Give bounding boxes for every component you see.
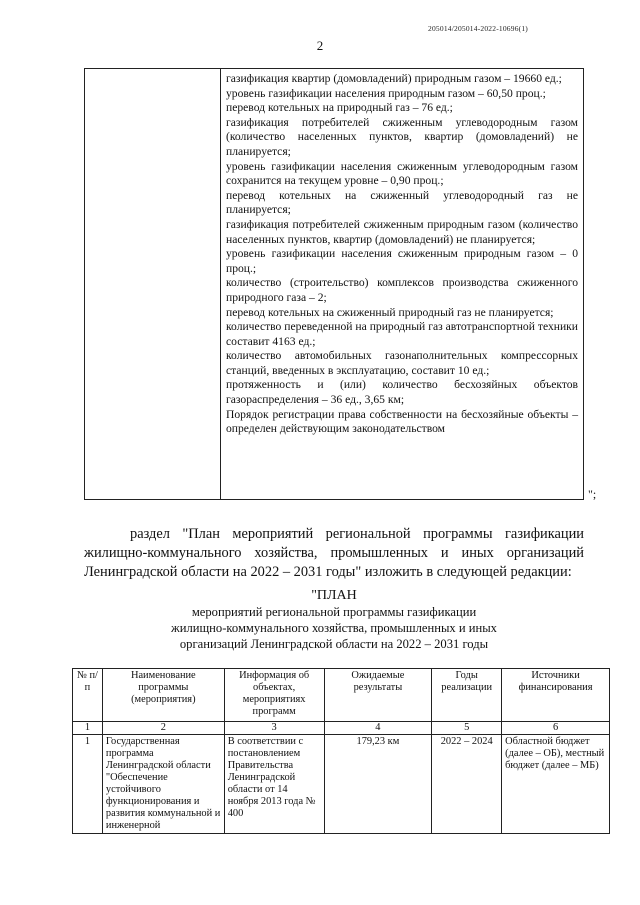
goal-line: протяженность и (или) количество бесхозяйных объектов газораспределения – 36 ед., 3,65 км; (226, 378, 578, 407)
plan-subtitle-line: организаций Ленинградской области на 2022 – 2031 годы (179, 637, 489, 651)
column-number: 5 (432, 722, 502, 735)
goal-line: газификация квартир (домовладений) природным газом – 19660 ед.; (226, 72, 562, 85)
column-header: Годы реализации (432, 669, 502, 722)
column-number: 2 (102, 722, 224, 735)
goal-line: уровень газификации населения природным газом – 60,50 проц.; (226, 86, 546, 100)
implementation-years: 2022 – 2024 (432, 735, 502, 834)
row-number: 1 (73, 735, 103, 834)
plan-title: "ПЛАН (311, 588, 357, 603)
goal-line: перевод котельных на природный газ – 76 ед.; (226, 101, 453, 115)
column-header: Источники финансирования (502, 669, 610, 722)
goal-line: количество (строительство) комплексов производства сжиженного природного газа – 2; (226, 276, 578, 304)
plan-subtitle-line: мероприятий региональной программы газификации (191, 605, 477, 619)
amendment-paragraph (84, 525, 584, 582)
goal-line: газификация потребителей сжиженным углеводородным газом (количество населенных пунктов, квартир (домовладений) не планируется; (226, 115, 578, 158)
plan-subtitle-line: жилищно-коммунального хозяйства, промышленных и иных (171, 621, 497, 635)
column-number-row (73, 722, 610, 735)
column-number: 6 (502, 722, 610, 735)
goal-line: перевод котельных на сжиженный природный газ не планируется; (226, 305, 554, 319)
column-header: Наименование программы (мероприятия) (102, 669, 224, 722)
closing-quote: "; (588, 487, 597, 501)
goal-line: перевод котельных на сжиженный углеводородный газ не планируется; (226, 188, 578, 217)
goal-line: Порядок регистрации права собственности на бесхозяйные объекты – определен действующим законодательством (226, 407, 578, 436)
expected-result: 179,23 км (324, 735, 432, 834)
column-header: № п/п (73, 669, 103, 722)
goal-line: количество переведенной на природный газ автотранспортной техники составит 4163 ед.; (226, 320, 578, 348)
table-row (73, 735, 610, 834)
page-number: 2 (316, 38, 324, 53)
column-header: Информация об объектах, мероприятиях программ (224, 669, 324, 722)
amendment-text: раздел "План мероприятий региональной программы газификации жилищно-коммунального хозяйства, промышленных и иных организаций Ленинградской области на 2022 – 2031 годы" изложить в следующей редакции: (84, 526, 584, 580)
object-info: В соответствии с постановлением Правительства Ленинградской области от 14 ноября 2013 года № 400 (224, 735, 324, 834)
document-id: 205014/205014-2022-10696(1) (428, 24, 528, 33)
plan-table-header-row (73, 669, 610, 722)
goal-line: уровень газификации населения сжиженным природным газом – 0 проц.; (226, 247, 578, 275)
column-number: 4 (324, 722, 432, 735)
funding-source: Областной бюджет (далее – ОБ), местный бюджет (далее – МБ) (502, 735, 610, 834)
column-divider (220, 69, 221, 499)
goal-line: газификация потребителей сжиженным природным газом (количество населенных пунктов, квартир (домовладений) не планируется; (226, 217, 578, 246)
plan-heading (84, 588, 584, 652)
column-header: Ожидаемые результаты (324, 669, 432, 722)
program-name: Государственная программа Ленинградской области "Обеспечение устойчивого функционирования и развития коммунальной и инженерной (102, 735, 224, 834)
goal-line: уровень газификации населения сжиженным углеводородным газом сохранится на текущем уровне – 0,90 проц.; (226, 159, 578, 188)
column-number: 3 (224, 722, 324, 735)
goals-cell (226, 72, 578, 437)
goals-table-fragment (84, 68, 584, 500)
plan-table (72, 668, 610, 834)
column-number: 1 (73, 722, 103, 735)
goal-line: количество автомобильных газонаполнительных компрессорных станций, введенных в эксплуатацию, составит 10 ед.; (226, 349, 578, 377)
